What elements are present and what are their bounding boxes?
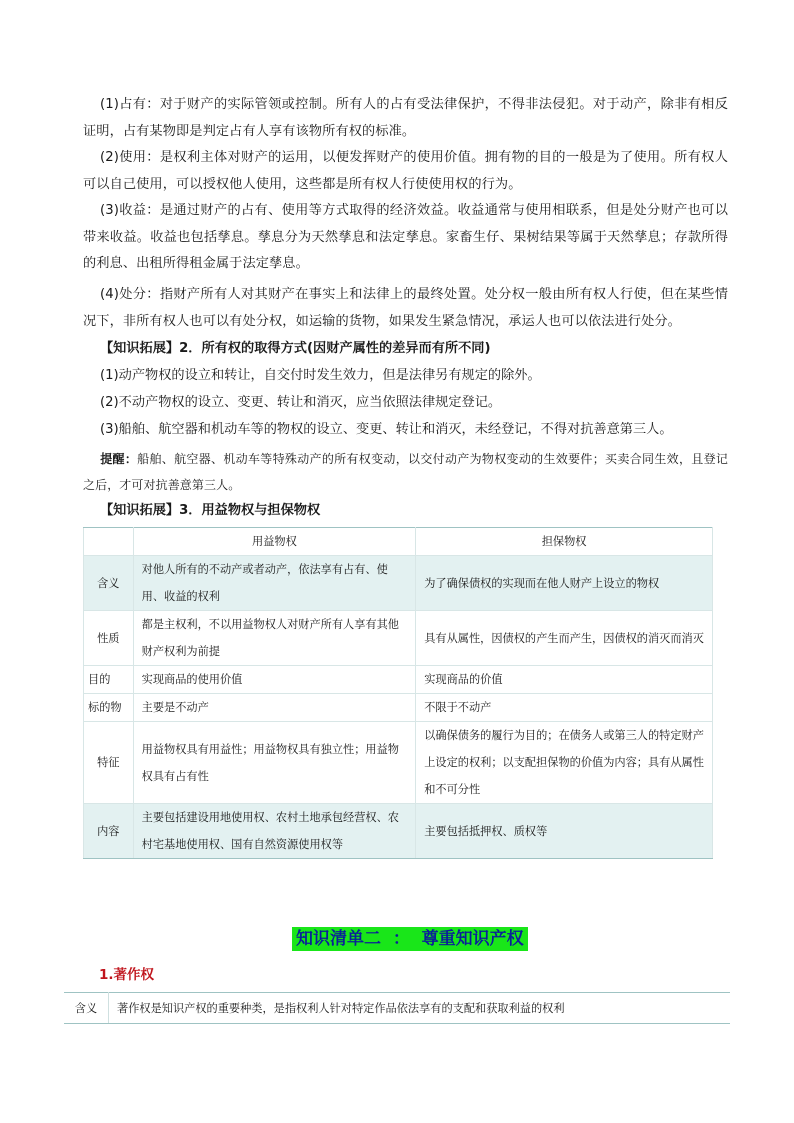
row-label: 特征 bbox=[84, 722, 134, 804]
table-row bbox=[84, 804, 713, 859]
cell-usufruct: 主要包括建设用地使用权、农村土地承包经营权、农村宅基地使用权、国有自然资源使用权等 bbox=[133, 804, 416, 859]
ext2-heading: 【知识拓展】2．所有权的取得方式(因财产属性的差异而有所不同) bbox=[100, 341, 491, 356]
paragraph-possession: (1)占有：对于财产的实际管领或控制。所有人的占有受法律保护，不得非法侵犯。对于动产，除非有相反证明，占有某物即是判定占有人享有该物所有权的标准。 bbox=[83, 97, 728, 139]
row-label: 性质 bbox=[84, 611, 134, 666]
cell-security: 具有从属性，因债权的产生而产生，因债权的消灭而消灭 bbox=[416, 611, 713, 666]
ext2-item-2: (2)不动产物权的设立、变更、转让和消灭，应当依照法律规定登记。 bbox=[100, 395, 502, 410]
ext2-item-3: (3)船舶、航空器和机动车等的物权的设立、变更、转让和消灭，未经登记，不得对抗善意第三人。 bbox=[100, 422, 673, 437]
cell-security: 不限于不动产 bbox=[416, 694, 713, 722]
table-row bbox=[84, 666, 713, 694]
section-title: 知识清单二 ： 尊重知识产权 bbox=[292, 927, 528, 951]
rights-comparison-table bbox=[83, 527, 713, 859]
ext3-heading: 【知识拓展】3．用益物权与担保物权 bbox=[100, 503, 321, 518]
table-row bbox=[84, 722, 713, 804]
table-row bbox=[84, 556, 713, 611]
row-label: 含义 bbox=[84, 556, 134, 611]
cell-security: 为了确保债权的实现而在他人财产上设立的物权 bbox=[416, 556, 713, 611]
cell-usufruct: 对他人所有的不动产或者动产，依法享有占有、使用、收益的权利 bbox=[133, 556, 416, 611]
table-row bbox=[64, 993, 730, 1024]
table-row bbox=[84, 611, 713, 666]
subsection-title: 1.著作权 bbox=[99, 967, 155, 983]
row-label: 含义 bbox=[64, 993, 109, 1024]
cell-security: 实现商品的价值 bbox=[416, 666, 713, 694]
cell-security: 以确保债务的履行为目的；在债务人或第三人的特定财产上设定的权利；以支配担保物的价值为内容；具有从属性和不可分性 bbox=[416, 722, 713, 804]
table-header-row bbox=[84, 528, 713, 556]
copyright-table bbox=[64, 992, 730, 1024]
paragraph-use: (2)使用：是权利主体对财产的运用，以便发挥财产的使用价值。拥有物的目的一般是为了使用。所有权人可以自己使用，可以授权他人使用，这些都是所有权人行使使用权的行为。 bbox=[83, 150, 728, 192]
paragraph-income: (3)收益：是通过财产的占有、使用等方式取得的经济效益。收益通常与使用相联系，但是处分财产也可以带来收益。收益也包括孳息。孳息分为天然孳息和法定孳息。家畜生仔、果树结果等属于天然孳息；存款所得的利息、出租所得租金属于法定孳息。 bbox=[83, 203, 728, 271]
ext2-tip: 提醒：船舶、航空器、机动车等特殊动产的所有权变动，以交付动产为物权变动的生效要件；买卖合同生效，且登记之后，才可对抗善意第三人。 bbox=[83, 452, 728, 492]
paragraph-disposal: (4)处分：指财产所有人对其财产在事实上和法律上的最终处置。处分权一般由所有权人行使，但在某些情况下，非所有权人也可以有处分权，如运输的货物，如果发生紧急情况，承运人也可以依法进行处分。 bbox=[83, 287, 728, 329]
cell-security: 主要包括抵押权、质权等 bbox=[416, 804, 713, 859]
row-label: 内容 bbox=[84, 804, 134, 859]
table-header-cell bbox=[84, 528, 134, 556]
cell-usufruct: 主要是不动产 bbox=[133, 694, 416, 722]
table-header-cell: 担保物权 bbox=[416, 528, 713, 556]
row-label: 目的 bbox=[84, 666, 134, 694]
row-label: 标的物 bbox=[84, 694, 134, 722]
cell-usufruct: 用益物权具有用益性；用益物权具有独立性；用益物权具有占有性 bbox=[133, 722, 416, 804]
cell-usufruct: 实现商品的使用价值 bbox=[133, 666, 416, 694]
cell-usufruct: 都是主权利，不以用益物权人对财产所有人享有其他财产权利为前提 bbox=[133, 611, 416, 666]
row-text: 著作权是知识产权的重要种类，是指权利人针对特定作品依法享有的支配和获取利益的权利 bbox=[109, 993, 731, 1024]
table-row bbox=[84, 694, 713, 722]
table-header-cell: 用益物权 bbox=[133, 528, 416, 556]
ext2-item-1: (1)动产物权的设立和转让，自交付时发生效力，但是法律另有规定的除外。 bbox=[100, 368, 541, 383]
